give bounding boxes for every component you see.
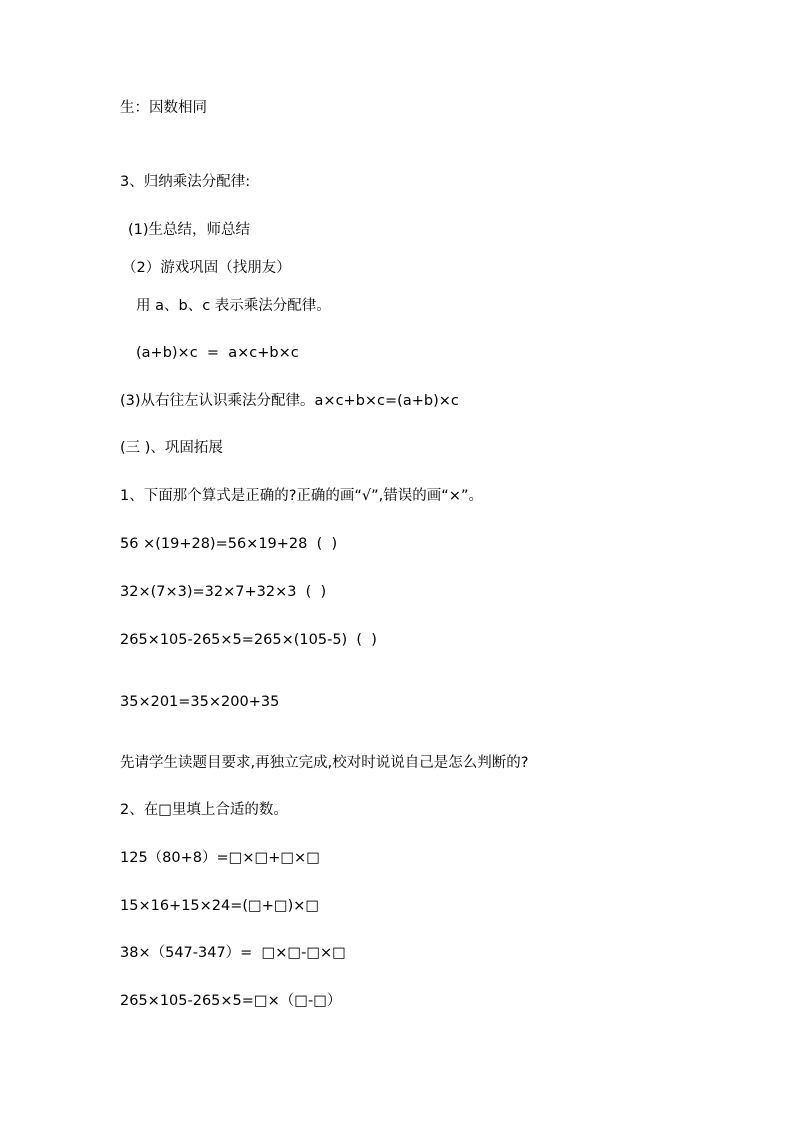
line-equation-1: 56 ×(19+28)=56×19+28 ( ) <box>120 536 338 552</box>
line-game: （2）游戏巩固（找朋友） <box>122 260 291 276</box>
line-fill-1: 125（80+8）=□×□+□×□ <box>120 850 320 866</box>
line-represent-law: 用 a、b、c 表示乘法分配律。 <box>136 298 331 314</box>
line-fill-2: 15×16+15×24=(□+□)×□ <box>120 898 320 914</box>
line-equation-2: 32×(7×3)=32×7+32×3 ( ) <box>120 584 327 600</box>
line-question-1: 1、下面那个算式是正确的?正确的画“√”,错误的画“×”。 <box>120 488 483 504</box>
line-student-answer: 生：因数相同 <box>120 100 207 116</box>
line-equation-4: 35×201=35×200+35 <box>120 694 280 710</box>
line-instruction: 先请学生读题目要求,再独立完成,校对时说说自己是怎么判断的? <box>120 755 529 771</box>
line-summary: (1)生总结，师总结 <box>128 222 251 238</box>
line-formula: (a+b)×c = a×c+b×c <box>136 345 299 361</box>
line-section-consolidate: (三 )、巩固拓展 <box>120 440 223 456</box>
line-section-3-heading: 3、归纳乘法分配律: <box>120 174 251 190</box>
line-equation-3: 265×105-265×5=265×(105-5) ( ) <box>120 632 377 648</box>
line-question-2: 2、在□里填上合适的数。 <box>120 802 288 818</box>
line-fill-4: 265×105-265×5=□×（□-□） <box>120 993 342 1009</box>
line-fill-3: 38×（547-347）= □×□-□×□ <box>120 945 346 961</box>
line-right-to-left: (3)从右往左认识乘法分配律。a×c+b×c=(a+b)×c <box>120 393 459 409</box>
